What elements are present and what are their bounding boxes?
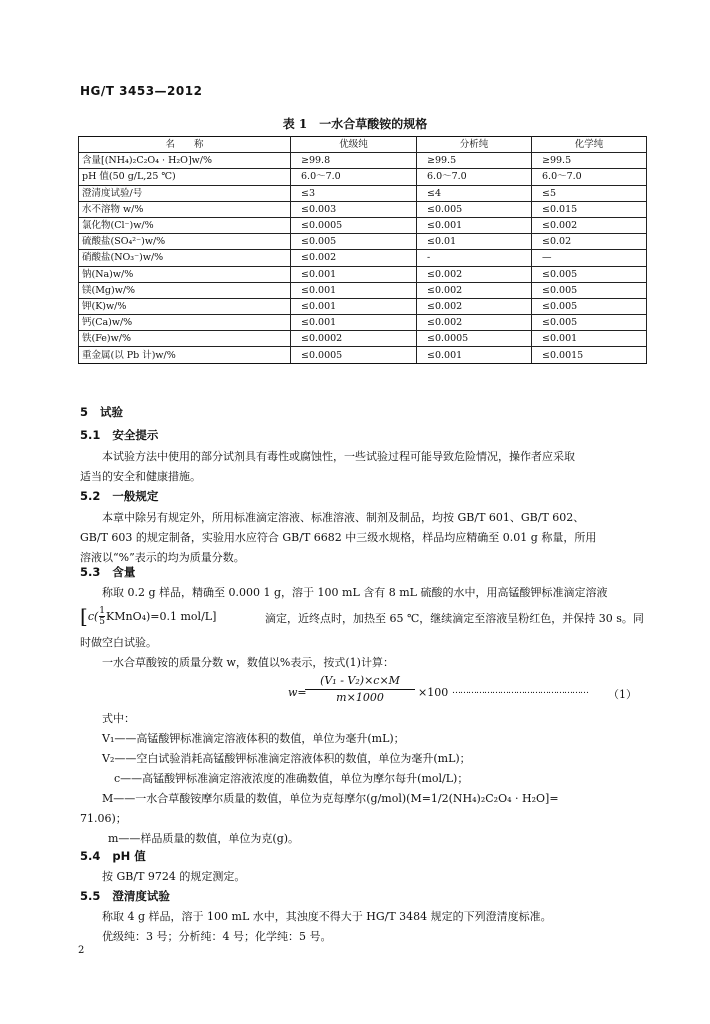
section-5-5-heading: 5.5 澄清度试验 <box>80 889 170 903</box>
row-value-cell: ≤0.0005 <box>291 347 417 363</box>
row-value-cell: ≤0.002 <box>417 266 532 282</box>
row-name-cell: 铁(Fe)w/% <box>79 331 291 347</box>
content-text-line-2: 滴定，近终点时，加热至 65 ℃，继续滴定至溶液呈粉红色，并保持 30 s。同 <box>265 612 644 625</box>
fraction-numerator: 1 <box>99 605 105 616</box>
row-value-cell: ≤3 <box>291 185 417 201</box>
clarity-text-line-1: 称取 4 g 样品，溶于 100 mL 水中，其浊度不得大于 HG/T 3484 规定的下列澄清度标准。 <box>102 910 552 923</box>
section-5-1-heading: 5.1 安全提示 <box>80 428 159 442</box>
table-row <box>79 315 647 331</box>
row-name-cell: 硝酸盐(NO₃⁻)w/% <box>79 250 291 266</box>
section-5-heading: 5 试验 <box>80 405 124 419</box>
variable-m-molar: M——一水合草酸铵摩尔质量的数值，单位为克每摩尔(g/mol)(M=1/2(NH₄)₂C₂O₄ · H₂O]= <box>102 792 559 805</box>
row-value-cell: ≤0.002 <box>417 315 532 331</box>
formula-rhs: ×100 <box>418 686 449 699</box>
row-name-cell: 钾(K)w/% <box>79 298 291 314</box>
where-label: 式中： <box>102 712 135 725</box>
row-value-cell: - <box>417 250 532 266</box>
table-row <box>79 185 647 201</box>
general-text-line-2: GB/T 603 的规定制备，实验用水应符合 GB/T 6682 中三级水规格，样品均应精确至 0.01 g 称量，所用 <box>80 531 597 544</box>
row-value-cell: ≤0.005 <box>532 315 647 331</box>
row-name-cell: 镁(Mg)w/% <box>79 282 291 298</box>
row-value-cell: ≤0.002 <box>291 250 417 266</box>
row-value-cell: ≥99.5 <box>417 153 532 169</box>
table-header-row <box>79 137 647 153</box>
row-value-cell: ≤0.005 <box>532 266 647 282</box>
row-value-cell: ≤0.015 <box>532 201 647 217</box>
row-value-cell: ≤0.001 <box>417 347 532 363</box>
column-header: 化学纯 <box>532 137 647 153</box>
row-name-cell: 澄清度试验/号 <box>79 185 291 201</box>
row-value-cell: ≥99.5 <box>532 153 647 169</box>
variable-m-mass: m——样品质量的数值，单位为克(g)。 <box>108 832 300 845</box>
row-name-cell: 水不溶物 w/% <box>79 201 291 217</box>
formula-number: （1） <box>608 688 637 701</box>
table-row <box>79 169 647 185</box>
row-name-cell: 硫酸盐(SO₄²⁻)w/% <box>79 234 291 250</box>
row-value-cell: 6.0～7.0 <box>532 169 647 185</box>
formula-numerator: (V₁ - V₂)×c×M <box>320 674 400 687</box>
section-5-2-heading: 5.2 一般规定 <box>80 489 159 503</box>
variable-v1: V₁——高锰酸钾标准滴定溶液体积的数值，单位为毫升(mL)； <box>102 732 405 745</box>
ph-text: 按 GB/T 9724 的规定测定。 <box>102 870 246 883</box>
row-value-cell: ≤0.0002 <box>291 331 417 347</box>
row-name-cell: pH 值(50 g/L,25 ℃) <box>79 169 291 185</box>
table-row <box>79 282 647 298</box>
fraction-denominator: 5 <box>99 616 105 627</box>
page-number: 2 <box>78 945 85 956</box>
table-row <box>79 217 647 233</box>
row-value-cell: — <box>532 250 647 266</box>
row-value-cell: ≤0.005 <box>291 234 417 250</box>
safety-text-line-1: 本试验方法中使用的部分试剂具有毒性或腐蚀性，一些试验过程可能导致危险情况，操作者应采取 <box>102 450 575 463</box>
concentration-rest: KMnO₄)=0.1 mol/L] <box>106 609 217 623</box>
row-value-cell: ≤0.002 <box>417 282 532 298</box>
formula-fraction-bar <box>305 689 415 690</box>
row-value-cell: ≤0.001 <box>291 298 417 314</box>
concentration-expression: [c( $\frac{1}{5}$ KMnO₄)=0.1 mol/L] <box>80 604 217 628</box>
row-value-cell: ≤0.001 <box>291 266 417 282</box>
variable-m-molar-cont: 71.06)； <box>80 812 127 825</box>
row-value-cell: ≤5 <box>532 185 647 201</box>
row-value-cell: ≤0.002 <box>532 217 647 233</box>
content-text-line-4: 一水合草酸铵的质量分数 w，数值以%表示，按式(1)计算： <box>102 656 394 669</box>
row-value-cell: ≤0.003 <box>291 201 417 217</box>
row-value-cell: 6.0～7.0 <box>291 169 417 185</box>
column-header: 分析纯 <box>417 137 532 153</box>
formula-denominator: m×1000 <box>336 691 384 704</box>
row-name-cell: 氯化物(Cl⁻)w/% <box>79 217 291 233</box>
row-value-cell: ≤0.001 <box>291 282 417 298</box>
section-5-4-heading: 5.4 pH 值 <box>80 849 146 863</box>
row-name-cell: 含量[(NH₄)₂C₂O₄ · H₂O]w/% <box>79 153 291 169</box>
row-value-cell: ≤0.002 <box>417 298 532 314</box>
table-row <box>79 331 647 347</box>
row-value-cell: ≤0.0005 <box>291 217 417 233</box>
row-value-cell: ≤0.01 <box>417 234 532 250</box>
row-value-cell: ≤0.0005 <box>417 331 532 347</box>
table-row <box>79 153 647 169</box>
standard-code: HG/T 3453—2012 <box>80 84 203 98</box>
section-5-3-heading: 5.3 含量 <box>80 565 136 579</box>
content-text-line-3: 时做空白试验。 <box>80 636 157 649</box>
table-title: 表 1 一水合草酸铵的规格 <box>282 117 428 131</box>
safety-text-line-2: 适当的安全和健康措施。 <box>80 470 201 483</box>
row-value-cell: ≤0.0015 <box>532 347 647 363</box>
clarity-text-line-2: 优级纯：3 号；分析纯：4 号；化学纯：5 号。 <box>102 930 332 943</box>
row-value-cell: ≤0.02 <box>532 234 647 250</box>
row-name-cell: 钠(Na)w/% <box>79 266 291 282</box>
row-name-cell: 重金属(以 Pb 计)w/% <box>79 347 291 363</box>
row-value-cell: ≤0.001 <box>532 331 647 347</box>
row-name-cell: 钙(Ca)w/% <box>79 315 291 331</box>
table-row <box>79 266 647 282</box>
general-text-line-1: 本章中除另有规定外，所用标准滴定溶液、标准溶液、制剂及制品，均按 GB/T 601、GB/T 602、 <box>102 511 585 524</box>
row-value-cell: ≤0.001 <box>417 217 532 233</box>
row-value-cell: ≤0.005 <box>532 282 647 298</box>
formula-lhs: w= <box>288 686 307 699</box>
general-text-line-3: 溶液以“%”表示的均为质量分数。 <box>80 551 245 564</box>
formula-dots: …………………………………………… <box>452 686 588 696</box>
table-row <box>79 234 647 250</box>
row-value-cell: 6.0～7.0 <box>417 169 532 185</box>
row-value-cell: ≤0.001 <box>291 315 417 331</box>
row-value-cell: ≥99.8 <box>291 153 417 169</box>
content-text-line-1: 称取 0.2 g 样品，精确至 0.000 1 g，溶于 100 mL 含有 8 mL 硫酸的水中，用高锰酸钾标准滴定溶液 <box>102 586 608 599</box>
table-row <box>79 347 647 363</box>
table-row <box>79 250 647 266</box>
row-value-cell: ≤0.005 <box>532 298 647 314</box>
variable-v2: V₂——空白试验消耗高锰酸钾标准滴定溶液体积的数值，单位为毫升(mL)； <box>102 752 471 765</box>
column-header: 优级纯 <box>291 137 417 153</box>
spec-table <box>78 136 647 364</box>
table-row <box>79 201 647 217</box>
variable-c: c——高锰酸钾标准滴定溶液浓度的准确数值，单位为摩尔每升(mol/L)； <box>114 772 469 785</box>
row-value-cell: ≤0.005 <box>417 201 532 217</box>
column-header: 名 称 <box>79 137 291 153</box>
row-value-cell: ≤4 <box>417 185 532 201</box>
table-row <box>79 298 647 314</box>
